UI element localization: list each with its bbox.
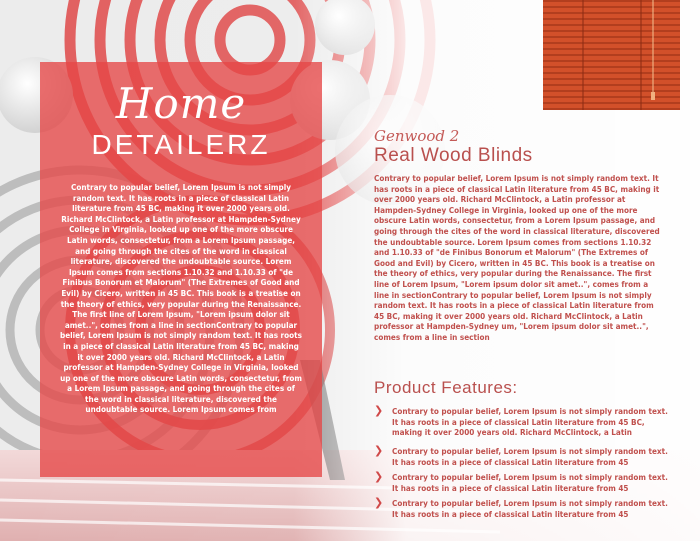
blind-slat: [543, 50, 680, 54]
chevron-right-icon: ❯: [374, 404, 384, 417]
product-title: Real Wood Blinds: [374, 145, 533, 166]
features-heading: Product Features:: [374, 378, 518, 397]
blind-slat: [543, 26, 680, 30]
chevron-right-icon: ❯: [374, 470, 384, 483]
detailerz-title: DETAILERZ: [91, 129, 271, 160]
blind-slat: [543, 104, 680, 108]
blind-slat: [543, 32, 680, 36]
wood-blinds-image: [543, 0, 680, 110]
feature-text: Contrary to popular belief, Lorem Ipsum is not simply random text. It has roots in a piece of classical Latin literature from 45: [392, 472, 668, 493]
blind-slat: [543, 38, 680, 42]
blind-slat: [543, 8, 680, 12]
blind-slat: [543, 14, 680, 18]
blind-slat: [543, 56, 680, 60]
intro-body-text: Contrary to popular belief, Lorem Ipsum is not simply random text. It has roots in a piece of classical Latin literature from 45 BC, making it over 2000 years old. Richard McClintock, a Latin professor at Hampden-Sydney College in Virginia, looked up one of the more obscure Latin words, consectetur, from a Lorem Ipsum passage, and going through the cites of the word in classical literature, discovered the undoubtable source. Lorem Ipsum comes from sections 1.10.32 and 1.10.33 of "de Finibus Bonorum et Malorum" (The Extremes of Good and Evil) by Cicero, written in 45 BC. This book is a treatise on the theory of ethics, very popular during the Renaissance. The first line of Lorem Ipsum, "Lorem ipsum dolor sit amet..", comes from a line in sectionContrary to popular belief, Lorem Ipsum is not simply random text. It has roots in a piece of classical Latin literature from 45 BC, making it over 2000 years old. Richard McClintock, a Latin professor at Hampden-Sydney College in Virginia, looked up one of the more obscure Latin words, consectetur, from a Lorem Ipsum passage, and going through the cites of the word in classical literature, discovered the undoubtable source. Lorem Ipsum comes from: [60, 182, 302, 415]
blind-slat: [543, 68, 680, 72]
blind-slat: [543, 44, 680, 48]
blind-slat: [543, 98, 680, 102]
home-title: Home: [115, 79, 247, 128]
chevron-right-icon: ❯: [374, 444, 384, 457]
chevron-right-icon: ❯: [374, 496, 384, 509]
product-section: [374, 127, 674, 343]
product-series-name: Genwood 2: [374, 127, 460, 145]
feature-text: Contrary to popular belief, Lorem Ipsum is not simply random text. It has roots in a piece of classical Latin literature from 45 BC, making it over 2000 years old. Richard McClintock, a Latin: [392, 406, 668, 438]
feature-text: Contrary to popular belief, Lorem Ipsum is not simply random text. It has roots in a piece of classical Latin literature from 45: [392, 446, 668, 467]
blind-slat: [543, 20, 680, 24]
blind-slat: [543, 80, 680, 84]
blind-slat: [543, 62, 680, 66]
blind-slat: [543, 74, 680, 78]
intro-panel: [40, 62, 322, 477]
feature-text: Contrary to popular belief, Lorem Ipsum is not simply random text. It has roots in a piece of classical Latin literature from 45: [392, 498, 668, 519]
blind-slat: [543, 2, 680, 6]
blind-slat: [543, 92, 680, 96]
blind-slat: [543, 86, 680, 90]
product-description: Contrary to popular belief, Lorem Ipsum is not simply random text. It has roots in a piece of classical Latin literature from 45 BC, making it over 2000 years old. Richard McClintock, a Latin professor at Hampden-Sydney College in Virginia, looked up one of the more obscure Latin words, consectetur, from a Lorem Ipsum passage, and going through the cites of the word in classical literature, discovered the undoubtable source. Lorem Ipsum comes from sections 1.10.32 and 1.10.33 of "de Finibus Bonorum et Malorum" (The Extremes of Good and Evil) by Cicero, written in 45 BC. This book is a treatise on the theory of ethics, very popular during the Renaissance. The first line of Lorem Ipsum, "Lorem ipsum dolor sit amet..", comes from a line in sectionContrary to popular belief, Lorem Ipsum is not simply random text. It has roots in a piece of classical Latin literature from 45 BC, making it over 2000 years old. Richard McClintock, a Latin professor at Hampden-Sydney um, "Lorem ipsum dolor sit amet..", comes from a line in section: [374, 173, 660, 342]
